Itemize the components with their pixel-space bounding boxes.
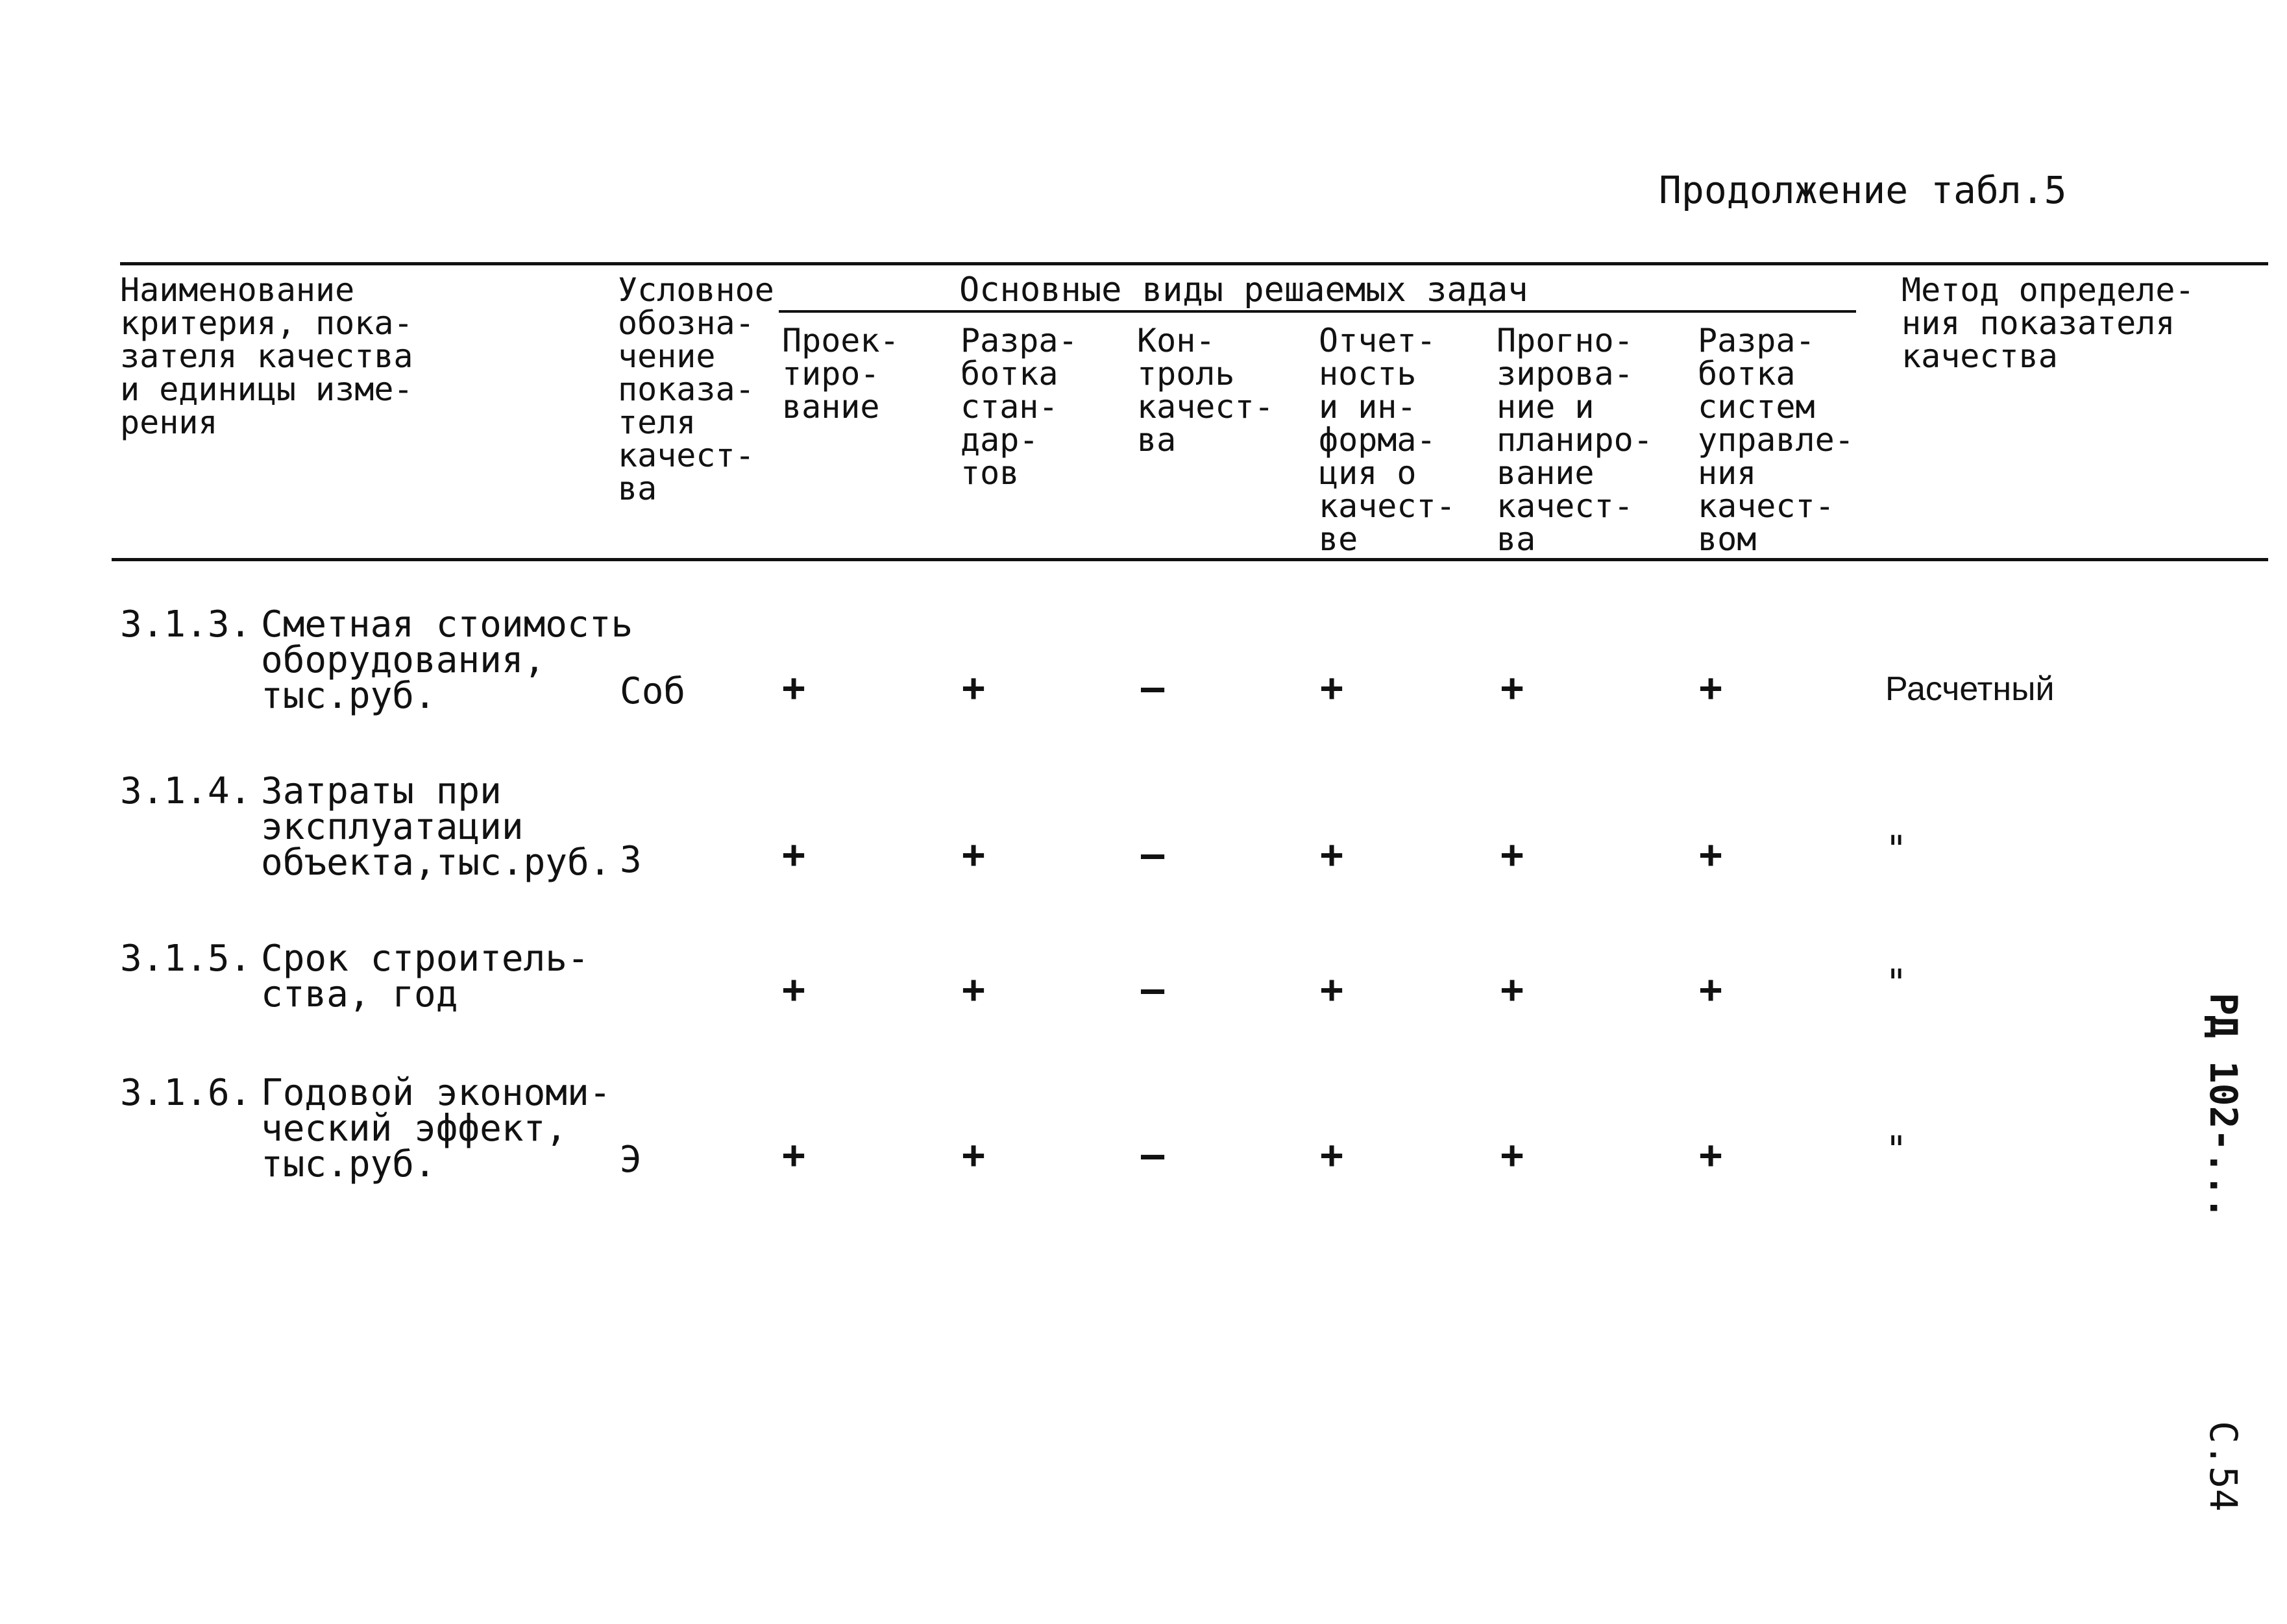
row-mark-management-systems: + [1699, 967, 1723, 1012]
header-task-control: Кон- троль качест- ва [1137, 322, 1274, 459]
header-task-standards: Разра- ботка стан- дар- тов [960, 322, 1078, 492]
row-method: Расчетный [1885, 670, 2055, 708]
page-number: С.54 [2201, 1421, 2245, 1512]
row-symbol: Э [620, 1139, 642, 1181]
row-mark-forecasting: + [1500, 665, 1524, 710]
row-criterion-name: Сметная стоимость оборудования, тыс.руб. [261, 603, 633, 717]
row-mark-standards: + [962, 832, 986, 877]
table-caption: Продолжение табл.5 [1659, 168, 2067, 212]
row-mark-design: + [782, 665, 806, 710]
header-name-column: Наименование критерия, пока- зателя качества и единицы изме- рения [120, 271, 413, 441]
row-mark-reporting: + [1320, 1132, 1344, 1178]
row-method: " [1885, 829, 1907, 871]
header-symbol-column: Условное обозна- чение показа- теля качест- ва [618, 271, 774, 507]
document-code: РД 102-... [2201, 993, 2245, 1220]
row-number: 3.1.4. [120, 770, 252, 812]
row-criterion-name: Затраты при эксплуатации объекта,тыс.руб. [261, 770, 611, 884]
row-mark-forecasting: + [1500, 1132, 1524, 1178]
header-top-rule [120, 262, 2268, 265]
group-underline [779, 310, 1856, 313]
row-mark-forecasting: + [1500, 832, 1524, 877]
row-mark-reporting: + [1320, 665, 1344, 710]
row-mark-control: – [1141, 665, 1165, 710]
row-mark-forecasting: + [1500, 967, 1524, 1012]
row-mark-control: – [1141, 832, 1165, 877]
row-symbol: З [620, 839, 642, 881]
row-mark-standards: + [962, 967, 986, 1012]
header-group-title: Основные виды решаемых задач [959, 271, 1528, 309]
row-mark-management-systems: + [1699, 832, 1723, 877]
row-number: 3.1.5. [120, 938, 252, 980]
row-method: " [1885, 962, 1907, 1004]
row-mark-design: + [782, 1132, 806, 1178]
row-mark-reporting: + [1320, 832, 1344, 877]
header-task-forecasting: Прогно- зирова- ние и планиро- вание качест- ва [1497, 322, 1653, 558]
row-mark-control: – [1141, 967, 1165, 1012]
row-number: 3.1.3. [120, 603, 252, 646]
row-criterion-name: Срок строитель- ства, год [261, 938, 589, 1015]
header-method-column: Метод определе- ния показателя качества [1902, 271, 2195, 375]
row-mark-reporting: + [1320, 967, 1344, 1012]
row-mark-management-systems: + [1699, 1132, 1723, 1178]
row-criterion-name: Годовой экономи- ческий эффект, тыс.руб. [261, 1072, 611, 1185]
row-mark-design: + [782, 967, 806, 1012]
header-bottom-rule [112, 558, 2268, 561]
row-mark-standards: + [962, 1132, 986, 1178]
header-task-management-systems: Разра- ботка систем управле- ния качест- вом [1698, 322, 1854, 558]
row-mark-design: + [782, 832, 806, 877]
row-mark-management-systems: + [1699, 665, 1723, 710]
row-mark-standards: + [962, 665, 986, 710]
row-mark-control: – [1141, 1132, 1165, 1178]
row-symbol: Соб [620, 670, 686, 712]
row-method: " [1885, 1129, 1907, 1171]
header-task-reporting: Отчет- ность и ин- форма- ция о качест- ве [1319, 322, 1456, 558]
row-number: 3.1.6. [120, 1072, 252, 1114]
header-task-design: Проек- тиро- вание [782, 322, 899, 426]
